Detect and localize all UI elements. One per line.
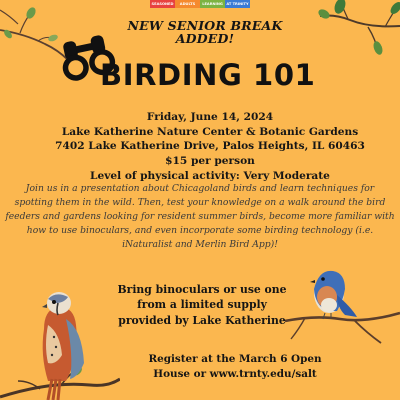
description-line: iNaturalist and Merlin Bird App)!: [122, 239, 278, 250]
organization-logo-strip: [150, 0, 250, 8]
logo-segment-2: ADULTS: [175, 0, 200, 8]
registration-line: House or www.trnty.edu/salt: [153, 368, 317, 381]
event-venue: Lake Katherine Nature Center & Botanic Gardens: [61, 125, 359, 138]
logo-segment-4: AT TRINITY: [226, 2, 249, 6]
bring-note-line: from a limited supply: [137, 298, 267, 312]
description-line: Join us in a presentation about Chicagoland birds and learn techniques for: [25, 183, 375, 194]
registration-info: [120, 352, 350, 383]
description-line: how to use binoculars, and even incorporate some birding technology (i.e.: [26, 225, 374, 236]
registration-line: Register at the March 6 Open: [148, 353, 322, 365]
event-description: [0, 182, 400, 252]
headline: [125, 19, 285, 45]
page-title: BIRDING 101: [100, 58, 316, 92]
event-address: 7402 Lake Katherine Drive, Palos Heights, IL 60463: [55, 140, 365, 153]
event-date: Friday, June 14, 2024: [146, 111, 274, 123]
logo-segment-3: LEARNING: [200, 0, 225, 8]
event-price: $15 per person: [165, 155, 255, 168]
description-line: feeders and gardens looking for resident summer birds, become more familiar with: [5, 211, 395, 222]
bluebird-illustration: [285, 255, 400, 345]
bring-binoculars-note: [102, 282, 302, 328]
bring-note-line: provided by Lake Katherine: [118, 313, 286, 327]
event-activity-level: Level of physical activity: Very Moderate: [90, 169, 330, 182]
logo-segment-1: SEASONED: [151, 2, 174, 6]
event-details: [40, 110, 380, 184]
description-line: spotting them in the wild. Then, test your knowledge on a walk around the bird: [14, 197, 386, 208]
branch-top-right-decoration: [280, 0, 400, 55]
bring-note-line: Bring binoculars or use one: [117, 283, 287, 296]
headline-line-2: ADDED!: [175, 31, 235, 46]
headline-line-1: NEW SENIOR BREAK: [127, 18, 283, 33]
